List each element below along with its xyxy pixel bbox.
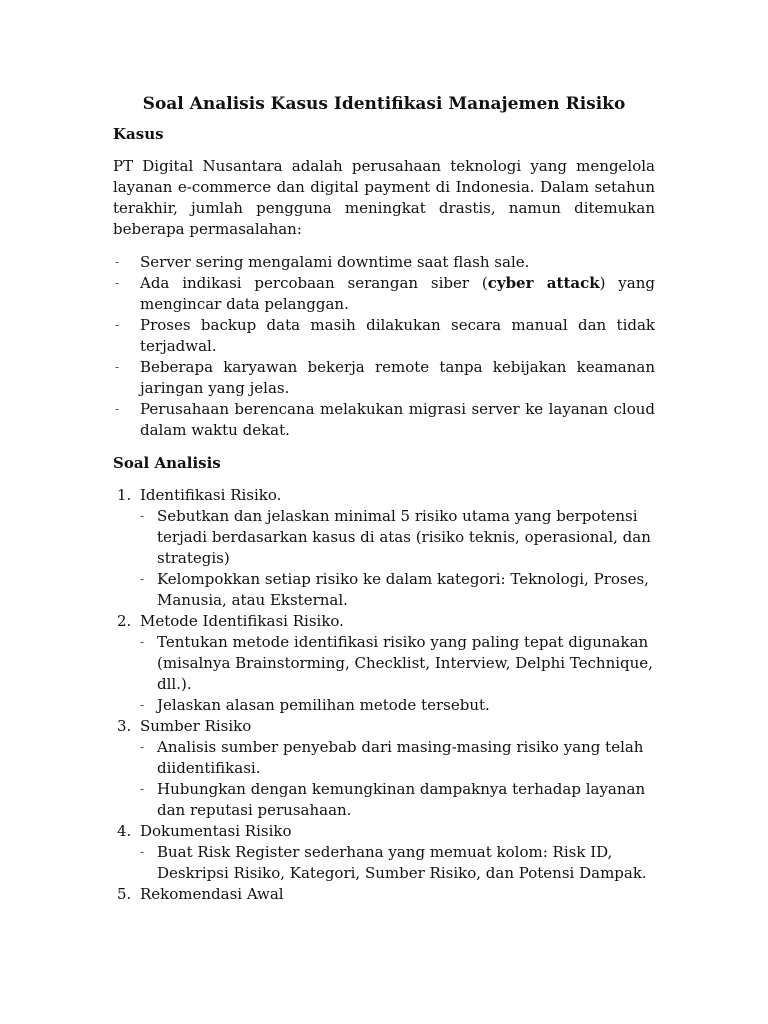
- bullet-dash: -: [140, 698, 145, 712]
- sub-item: [140, 632, 655, 695]
- item-number: 4.: [117, 822, 132, 840]
- sub-list: [140, 842, 655, 884]
- item-number: 5.: [117, 885, 132, 903]
- soal-analisis-list: [113, 485, 655, 905]
- kasus-problem-list: [113, 252, 655, 441]
- soal-item-2: [113, 611, 655, 716]
- item-label: Identifikasi Risiko.: [140, 486, 282, 504]
- sub-item-text: Buat Risk Register sederhana yang memuat kolom: Risk ID, Deskripsi Risiko, Kategori, Sumber Risiko, dan Potensi Dampak.: [157, 843, 647, 882]
- bullet-dash: -: [140, 635, 145, 649]
- kasus-heading: Kasus: [113, 125, 164, 143]
- soal-analisis-heading: Soal Analisis: [113, 454, 221, 472]
- document-page: [113, 92, 655, 905]
- item-number: 1.: [117, 486, 132, 504]
- list-item-text: Proses backup data masih dilakukan secara manual dan tidak terjadwal.: [140, 316, 655, 355]
- sub-item: [140, 695, 655, 716]
- bullet-dash: -: [115, 360, 120, 374]
- item-label: Rekomendasi Awal: [140, 885, 284, 903]
- sub-list: [140, 506, 655, 611]
- sub-item-text: Jelaskan alasan pemilihan metode tersebut.: [157, 696, 490, 714]
- soal-item-4: [113, 821, 655, 884]
- bullet-dash: -: [115, 402, 120, 416]
- soal-item-1: [113, 485, 655, 611]
- sub-item-text: Hubungkan dengan kemungkinan dampaknya terhadap layanan dan reputasi perusahaan.: [157, 780, 646, 819]
- bullet-dash: -: [140, 782, 145, 796]
- sub-item: [140, 737, 655, 779]
- item-number: 3.: [117, 717, 132, 735]
- list-item-text: Server sering mengalami downtime saat flash sale.: [140, 253, 530, 271]
- bullet-dash: -: [115, 318, 120, 332]
- list-item-text-after: ) yang mengincar data pelanggan.: [140, 274, 655, 313]
- list-item-text: Perusahaan berencana melakukan migrasi server ke layanan cloud dalam waktu dekat.: [140, 400, 655, 439]
- kasus-paragraph: PT Digital Nusantara adalah perusahaan teknologi yang mengelola layanan e-commerce dan digital payment di Indonesia. Dalam setahun terakhir, jumlah pengguna meningkat drastis, namun ditemukan beberapa permasalahan:: [113, 157, 655, 238]
- list-item: [113, 357, 655, 399]
- document-title: Soal Analisis Kasus Identifikasi Manajemen Risiko: [142, 94, 626, 114]
- list-item-text: Beberapa karyawan bekerja remote tanpa kebijakan keamanan jaringan yang jelas.: [140, 358, 655, 397]
- sub-item: [140, 779, 655, 821]
- sub-item: [140, 506, 655, 569]
- item-label: Dokumentasi Risiko: [140, 822, 292, 840]
- list-item: [113, 252, 655, 273]
- sub-item-text: Tentukan metode identifikasi risiko yang paling tepat digunakan (misalnya Brainstorming, Checklist, Interview, Delphi Technique, dll.).: [157, 633, 653, 693]
- bullet-dash: -: [115, 276, 120, 290]
- sub-item-text: Sebutkan dan jelaskan minimal 5 risiko utama yang berpotensi terjadi berdasarkan kasus di atas (risiko teknis, operasional, dan strategis): [157, 507, 651, 567]
- sub-item-text: Kelompokkan setiap risiko ke dalam kategori: Teknologi, Proses, Manusia, atau Eksternal.: [157, 570, 649, 609]
- list-item-bold-term: cyber attack: [487, 274, 600, 292]
- list-item: [113, 315, 655, 357]
- soal-item-3: [113, 716, 655, 821]
- sub-item: [140, 569, 655, 611]
- bullet-dash: -: [140, 845, 145, 859]
- list-item: [113, 399, 655, 441]
- sub-list: [140, 632, 655, 716]
- bullet-dash: -: [140, 740, 145, 754]
- list-item: [113, 273, 655, 315]
- bullet-dash: -: [140, 509, 145, 523]
- sub-item-text: Analisis sumber penyebab dari masing-masing risiko yang telah diidentifikasi.: [157, 738, 644, 777]
- item-number: 2.: [117, 612, 132, 630]
- sub-list: [140, 737, 655, 821]
- bullet-dash: -: [115, 255, 120, 269]
- list-item-text-before: Ada indikasi percobaan serangan siber (: [140, 274, 488, 292]
- sub-item: [140, 842, 655, 884]
- item-label: Metode Identifikasi Risiko.: [140, 612, 344, 630]
- item-label: Sumber Risiko: [140, 717, 252, 735]
- soal-item-5: [113, 884, 655, 905]
- bullet-dash: -: [140, 572, 145, 586]
